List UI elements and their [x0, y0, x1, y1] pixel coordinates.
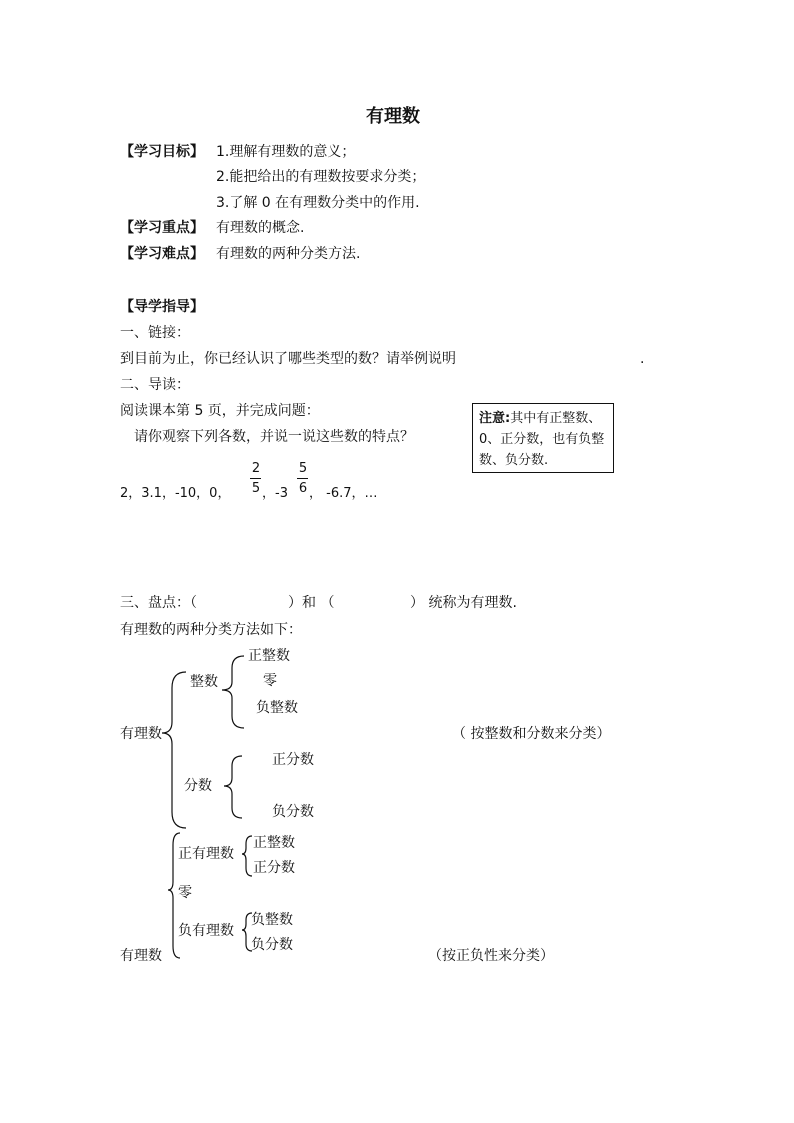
- brace-integer: [222, 656, 244, 728]
- brace-rational-1: [162, 672, 186, 828]
- brace-fraction: [224, 756, 242, 818]
- difficulty-text: 有理数的两种分类方法.: [216, 246, 361, 262]
- summary-mid: ）和 （: [288, 595, 335, 611]
- class1-integer: 整数: [190, 674, 218, 690]
- link-question: 到目前为止，你已经认识了哪些类型的数？请举例说明: [120, 351, 456, 367]
- class2-neg-rational: 负有理数: [178, 923, 234, 939]
- observe-text: 请你观察下列各数，并说一说这些数的特点？: [134, 429, 414, 445]
- class2-pos-int: 正整数: [253, 835, 295, 851]
- summary-intro: 有理数的两种分类方法如下：: [120, 622, 302, 638]
- fraction1-denominator: 5: [251, 481, 261, 496]
- note-label: 注意:: [479, 411, 511, 426]
- fraction2-denominator: 6: [298, 481, 308, 496]
- class1-neg-frac: 负分数: [272, 804, 314, 820]
- key-point-label: 【学习重点】: [120, 220, 204, 236]
- class1-zero: 零: [263, 673, 277, 689]
- goal-item-3: 3.了解 0 在有理数分类中的作用.: [216, 195, 420, 211]
- class2-pos-frac: 正分数: [253, 860, 295, 876]
- class2-root: 有理数: [120, 948, 162, 964]
- goal-item-2: 2.能把给出的有理数按要求分类；: [216, 169, 426, 185]
- page-title: 有理数: [366, 106, 420, 127]
- brace-pos-rational: [242, 836, 252, 876]
- note-text: 其中有正整数、0、正分数，也有负整数、负分数.: [479, 411, 605, 468]
- class1-fraction: 分数: [184, 778, 212, 794]
- guide-label: 【导学指导】: [120, 299, 204, 315]
- numbers-sep1: ，-3: [262, 486, 288, 501]
- goal-item-1: 1.理解有理数的意义；: [216, 144, 356, 160]
- class2-zero: 零: [178, 885, 192, 901]
- difficulty-label: 【学习难点】: [120, 246, 204, 262]
- key-point-text: 有理数的概念.: [216, 220, 305, 236]
- link-heading: 一、链接：: [120, 325, 190, 341]
- read-text: 阅读课本第 5 页，并完成问题：: [120, 403, 320, 419]
- read-heading: 二、导读：: [120, 377, 190, 393]
- class2-neg-int: 负整数: [251, 912, 293, 928]
- class1-root: 有理数: [120, 726, 162, 742]
- class1-neg-int: 负整数: [256, 700, 298, 716]
- summary-end: ） 统称为有理数.: [410, 595, 517, 611]
- goals-label: 【学习目标】: [120, 144, 204, 160]
- class2-neg-frac: 负分数: [251, 937, 293, 953]
- class1-pos-frac: 正分数: [272, 752, 314, 768]
- class1-note: （ 按整数和分数来分类）: [452, 726, 611, 742]
- fraction1-numerator: 2: [251, 461, 261, 476]
- numbers-rest: ， -6.7，…: [309, 486, 378, 501]
- link-end: .: [640, 351, 645, 367]
- class2-note: （按正负性来分类）: [428, 948, 554, 964]
- summary-heading: 三、盘点：（: [120, 595, 197, 611]
- fraction2-numerator: 5: [298, 461, 308, 476]
- class2-pos-rational: 正有理数: [178, 846, 234, 862]
- class1-pos-int: 正整数: [248, 648, 290, 664]
- numbers-start: 2，3.1，-10，0，: [120, 486, 231, 501]
